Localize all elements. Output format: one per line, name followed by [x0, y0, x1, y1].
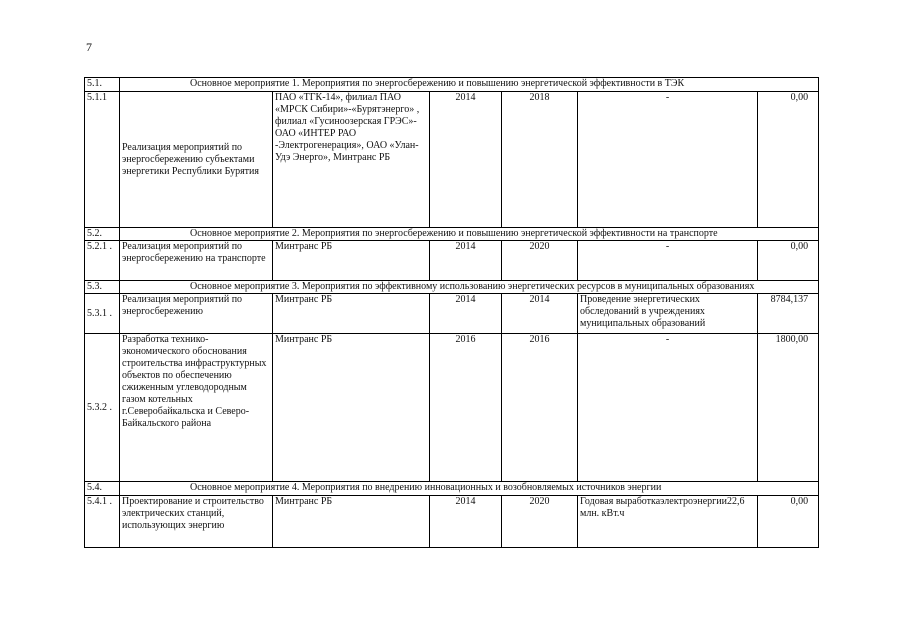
section-row [85, 281, 819, 294]
start-year: 2014 [430, 92, 502, 228]
table-row [85, 496, 819, 548]
section-title: Основное мероприятие 3. Мероприятия по эффективному использованию энергетических ресурсов в муниципальных образованиях [120, 281, 819, 294]
row-number: 5.3.1 . [85, 294, 120, 334]
executor: Минтранс РБ [273, 241, 430, 281]
section-number: 5.1. [85, 78, 120, 92]
measure-name: Реализация мероприятий по энергосбережению [120, 294, 273, 334]
start-year: 2014 [430, 294, 502, 334]
executor: Минтранс РБ [273, 496, 430, 548]
funding-amount: 0,00 [758, 241, 819, 281]
end-year: 2014 [502, 294, 578, 334]
measure-name: Реализация мероприятий по энергосбережению субъектами энергетики Республики Бурятия [120, 92, 273, 228]
section-number: 5.2. [85, 228, 120, 241]
measure-name: Реализация мероприятий по энергосбережению на транспорте [120, 241, 273, 281]
end-year: 2020 [502, 241, 578, 281]
row-number: 5.2.1 . [85, 241, 120, 281]
funding-amount: 0,00 [758, 92, 819, 228]
start-year: 2014 [430, 241, 502, 281]
section-row [85, 228, 819, 241]
executor: ПАО «ТГК-14», филиал ПАО «МРСК Сибири»-«Бурятэнерго» , филиал «Гусиноозерская ГРЭС»-ОАО «ИНТЕР РАО -Электрогенерация», ОАО «Улан-Удэ Энерго», Минтранс РБ [273, 92, 430, 228]
funding-amount: 8784,137 [758, 294, 819, 334]
start-year: 2014 [430, 496, 502, 548]
table-row [85, 92, 819, 228]
section-title: Основное мероприятие 4. Мероприятия по внедрению инновационных и возобновляемых источников энергии [120, 482, 819, 496]
start-year: 2016 [430, 334, 502, 482]
measure-name: Разработка технико-экономического обоснования строительства инфраструктурных объектов по обеспечению сжиженным углеводородным газом котельных г.Северобайкальска и Северо-Байкальского района [120, 334, 273, 482]
section-title: Основное мероприятие 2. Мероприятия по энергосбережению и повышению энергетической эффективности на транспорте [120, 228, 819, 241]
table-row [85, 294, 819, 334]
end-year: 2020 [502, 496, 578, 548]
page-number: 7 [86, 40, 92, 54]
funding-amount: 0,00 [758, 496, 819, 548]
expected-result: - [578, 334, 758, 482]
section-title: Основное мероприятие 1. Мероприятия по энергосбережению и повышению энергетической эффективности в ТЭК [120, 78, 819, 92]
section-number: 5.3. [85, 281, 120, 294]
measures-table [84, 77, 819, 548]
expected-result: - [578, 92, 758, 228]
section-row [85, 78, 819, 92]
measure-name: Проектирование и строительство электрических станций, использующих энергию [120, 496, 273, 548]
end-year: 2018 [502, 92, 578, 228]
row-number: 5.1.1 [85, 92, 120, 228]
row-number: 5.4.1 . [85, 496, 120, 548]
table-row [85, 334, 819, 482]
funding-amount: 1800,00 [758, 334, 819, 482]
end-year: 2016 [502, 334, 578, 482]
executor: Минтранс РБ [273, 294, 430, 334]
expected-result: - [578, 241, 758, 281]
expected-result: Проведение энергетических обследований в учреждениях муниципальных образований [578, 294, 758, 334]
section-number: 5.4. [85, 482, 120, 496]
row-number: 5.3.2 . [85, 334, 120, 482]
table-row [85, 241, 819, 281]
executor: Минтранс РБ [273, 334, 430, 482]
expected-result: Годовая выработкаэлектроэнергии22,6 млн. кВт.ч [578, 496, 758, 548]
section-row [85, 482, 819, 496]
